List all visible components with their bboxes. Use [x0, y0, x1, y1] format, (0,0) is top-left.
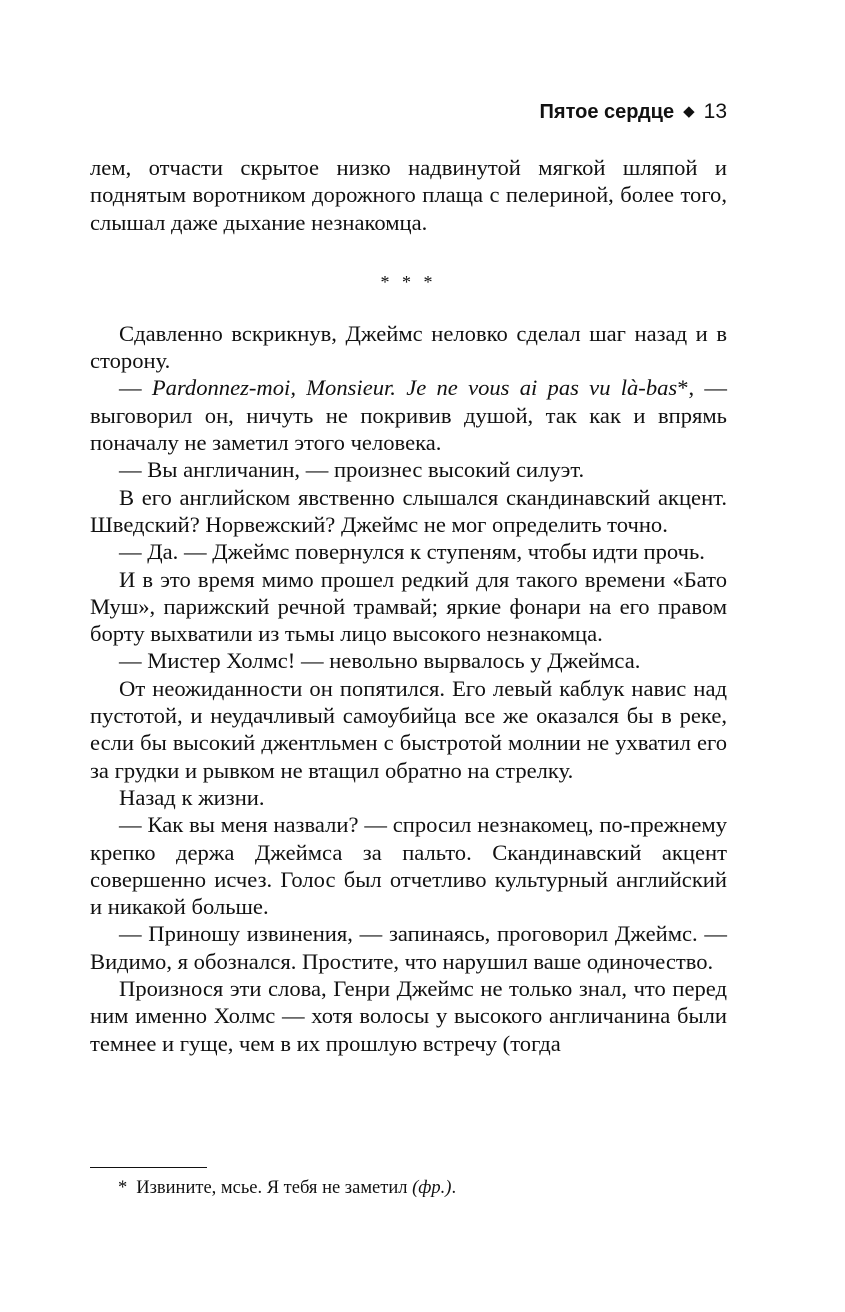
paragraph: Сдавленно вскрикнув, Джеймс неловко сделал шаг назад и в сторону. [90, 320, 727, 374]
page-number: 13 [703, 100, 727, 123]
footnote [118, 1176, 456, 1200]
paragraph: Произнося эти слова, Генри Джеймс не только знал, что перед ним именно Холмс — хотя волосы у высокого англичанина были темнее и гуще, чем в их прошлую встречу (тогда [90, 976, 727, 1056]
page-body [90, 154, 727, 1057]
paragraph-dialogue [90, 374, 727, 456]
paragraph: Назад к жизни. [119, 784, 265, 810]
section-break: * * * [380, 271, 437, 292]
french-phrase: Pardonnez-moi, Monsieur. Je ne vous ai pas vu là-bas [151, 375, 678, 401]
running-title: Пятое сердце [539, 101, 675, 123]
paragraph: — Приношу извинения, — запинаясь, проговорил Джеймс. — Видимо, я обознался. Простите, что нарушил ваше одиночество. [90, 921, 727, 974]
paragraph: — Мистер Холмс! — невольно вырвалось у Джеймса. [119, 648, 641, 674]
paragraph-text: *, — выговорил он, ничуть не покривив душой, так как и впрямь поначалу не заметил этого человека. [90, 375, 727, 456]
footnote-text: Извините, мсье. Я тебя не заметил [136, 1178, 413, 1198]
diamond-separator-icon: ◆ [683, 103, 695, 120]
footnote-lang-note: (фр.) [412, 1178, 452, 1198]
footnote-end: . [451, 1178, 457, 1198]
paragraph: — Как вы меня назвали? — спросил незнакомец, по-прежнему крепко держа Джеймса за пальто. Скандинавский акцент совершенно исчез. Голос был отчетливо культурный английский и никакой больше. [90, 812, 727, 920]
paragraph: В его английском явственно слышался скандинавский акцент. Шведский? Норвежский? Джеймс не мог определить точно. [90, 484, 727, 537]
paragraph: — Вы англичанин, — произнес высокий силуэт. [119, 457, 585, 483]
paragraph: От неожиданности он попятился. Его левый каблук навис над пустотой, и неудачливый самоубийца все же оказался бы в реке, если бы высокий джентльмен с быстротой молнии не ухватил его за грудки и рывком не втащил обратно на стрелку. [90, 675, 727, 783]
footnote-rule [90, 1167, 207, 1168]
footnote-mark: * [118, 1178, 128, 1198]
paragraph: — Да. — Джеймс повернулся к ступеням, чтобы идти прочь. [119, 539, 705, 565]
dash: — [119, 375, 152, 401]
paragraph: И в это время мимо прошел редкий для такого времени «Бато Муш», парижский речной трамвай; яркие фонари на его правом борту выхватили из тьмы лицо высокого незнакомца. [90, 566, 727, 647]
paragraph: лем, отчасти скрытое низко надвинутой мягкой шляпой и поднятым воротником дорожного плаща с пелериной, более того, слышал даже дыхание незнакомца. [90, 155, 727, 235]
running-header [540, 99, 727, 127]
